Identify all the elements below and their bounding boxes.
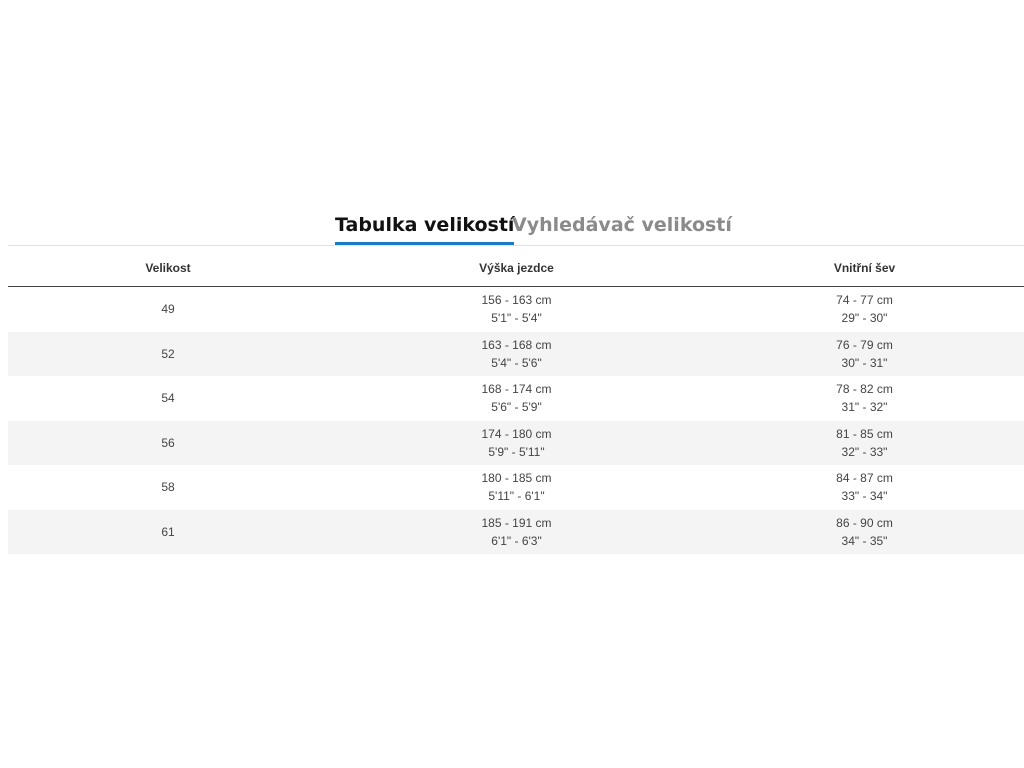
inseam-cm: 78 - 82 cm bbox=[836, 382, 893, 397]
height-in: 5'11" - 6'1" bbox=[488, 489, 545, 504]
table-row bbox=[8, 287, 1024, 332]
inseam-in: 33" - 34" bbox=[841, 489, 888, 504]
height-in: 5'4" - 5'6" bbox=[491, 355, 542, 370]
rider-height-cell bbox=[328, 376, 705, 421]
inseam-cm: 81 - 85 cm bbox=[836, 426, 893, 441]
inseam-cm: 76 - 79 cm bbox=[836, 337, 893, 352]
rider-height-cell bbox=[328, 465, 705, 510]
height-in: 5'6" - 5'9" bbox=[491, 400, 542, 415]
height-cm: 185 - 191 cm bbox=[481, 515, 552, 530]
tab-size-finder[interactable]: Vyhledávač velikostí bbox=[512, 214, 732, 236]
inseam-in: 30" - 31" bbox=[841, 355, 888, 370]
header-rider-height: Výška jezdce bbox=[328, 250, 705, 287]
inseam-cell bbox=[705, 332, 1024, 377]
size-cell: 56 bbox=[8, 421, 328, 466]
inseam-cm: 74 - 77 cm bbox=[836, 293, 893, 308]
size-cell: 54 bbox=[161, 391, 175, 406]
table-row bbox=[8, 376, 1024, 421]
size-tabs bbox=[8, 206, 1024, 246]
tab-size-chart[interactable]: Tabulka velikostí bbox=[335, 213, 514, 245]
table-row bbox=[8, 510, 1024, 555]
height-cm: 156 - 163 cm bbox=[481, 293, 552, 308]
inseam-cm: 86 - 90 cm bbox=[836, 515, 893, 530]
header-inseam: Vnitřní šev bbox=[705, 250, 1024, 287]
size-chart-table bbox=[8, 250, 1024, 554]
height-cm: 168 - 174 cm bbox=[481, 382, 552, 397]
height-in: 5'9" - 5'11" bbox=[488, 444, 545, 459]
table-row bbox=[8, 421, 1024, 466]
inseam-in: 34" - 35" bbox=[841, 533, 888, 548]
height-in: 6'1" - 6'3" bbox=[491, 533, 542, 548]
size-cell: 49 bbox=[161, 302, 175, 317]
inseam-cell bbox=[705, 510, 1024, 555]
height-in: 5'1" - 5'4" bbox=[491, 311, 542, 326]
size-cell: 58 bbox=[161, 480, 175, 495]
size-cell: 52 bbox=[8, 332, 328, 377]
inseam-cm: 84 - 87 cm bbox=[836, 471, 893, 486]
height-cm: 180 - 185 cm bbox=[481, 471, 552, 486]
rider-height-cell bbox=[328, 332, 705, 377]
inseam-in: 29" - 30" bbox=[841, 311, 888, 326]
inseam-in: 32" - 33" bbox=[841, 444, 888, 459]
inseam-cell bbox=[705, 376, 1024, 421]
height-cm: 163 - 168 cm bbox=[481, 337, 552, 352]
height-cm: 174 - 180 cm bbox=[481, 426, 552, 441]
table-row bbox=[8, 465, 1024, 510]
table-header-row bbox=[8, 250, 1024, 287]
inseam-in: 31" - 32" bbox=[841, 400, 888, 415]
rider-height-cell bbox=[328, 421, 705, 466]
inseam-cell bbox=[705, 465, 1024, 510]
header-size: Velikost bbox=[8, 250, 328, 287]
size-cell: 61 bbox=[8, 510, 328, 555]
rider-height-cell bbox=[328, 287, 705, 332]
rider-height-cell bbox=[328, 510, 705, 555]
inseam-cell bbox=[705, 421, 1024, 466]
inseam-cell bbox=[705, 287, 1024, 332]
table-row bbox=[8, 332, 1024, 377]
